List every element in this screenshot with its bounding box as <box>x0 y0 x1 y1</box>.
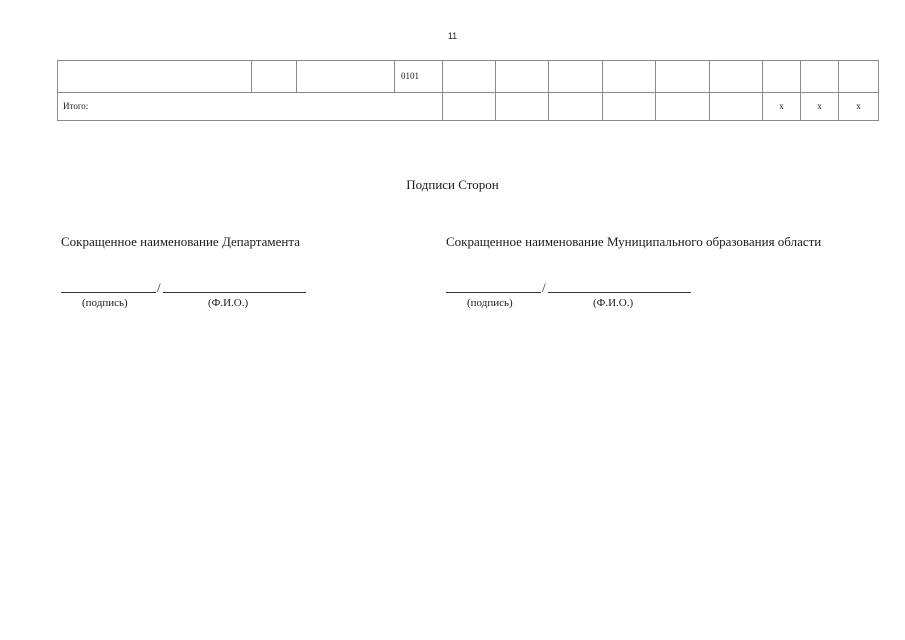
left-party-name: Сокращенное наименование Департамента <box>61 234 300 249</box>
total-label: Итого: <box>58 93 443 121</box>
fio-line <box>548 292 691 293</box>
table-cell <box>763 61 801 93</box>
signatures-title: Подписи Сторон <box>406 177 499 192</box>
table-cell <box>252 61 297 93</box>
fio-caption: (Ф.И.О.) <box>208 297 249 309</box>
data-table <box>57 60 879 121</box>
page-number: 11 <box>447 31 458 41</box>
table-cell <box>443 93 496 121</box>
fio-line <box>163 292 306 293</box>
table-cell <box>443 61 496 93</box>
x-mark-cell: x <box>839 93 879 121</box>
table-cell <box>297 61 395 93</box>
signature-line <box>446 292 541 293</box>
right-party-name: Сокращенное наименование Муниципального образования области <box>446 234 822 249</box>
table-cell <box>549 61 603 93</box>
signature-line <box>61 292 156 293</box>
table-cell <box>656 61 710 93</box>
signature-caption: (подпись) <box>467 297 513 309</box>
table-cell <box>839 61 879 93</box>
fio-caption: (Ф.И.О.) <box>593 297 634 309</box>
right-signature-block <box>446 280 706 312</box>
signature-caption: (подпись) <box>82 297 128 309</box>
left-signature-block <box>61 280 321 312</box>
x-mark-cell: x <box>801 93 839 121</box>
row-code-cell: 0101 <box>395 61 443 93</box>
separator-slash: / <box>542 280 546 295</box>
total-row <box>58 93 879 121</box>
table-row <box>58 61 879 93</box>
table-cell <box>710 93 763 121</box>
table-cell <box>656 93 710 121</box>
table-cell <box>549 93 603 121</box>
table-cell <box>496 93 549 121</box>
table-cell <box>801 61 839 93</box>
table-cell <box>603 93 656 121</box>
table-cell <box>58 61 252 93</box>
table-cell <box>603 61 656 93</box>
table-cell <box>496 61 549 93</box>
separator-slash: / <box>157 280 161 295</box>
x-mark-cell: x <box>763 93 801 121</box>
table-cell <box>710 61 763 93</box>
